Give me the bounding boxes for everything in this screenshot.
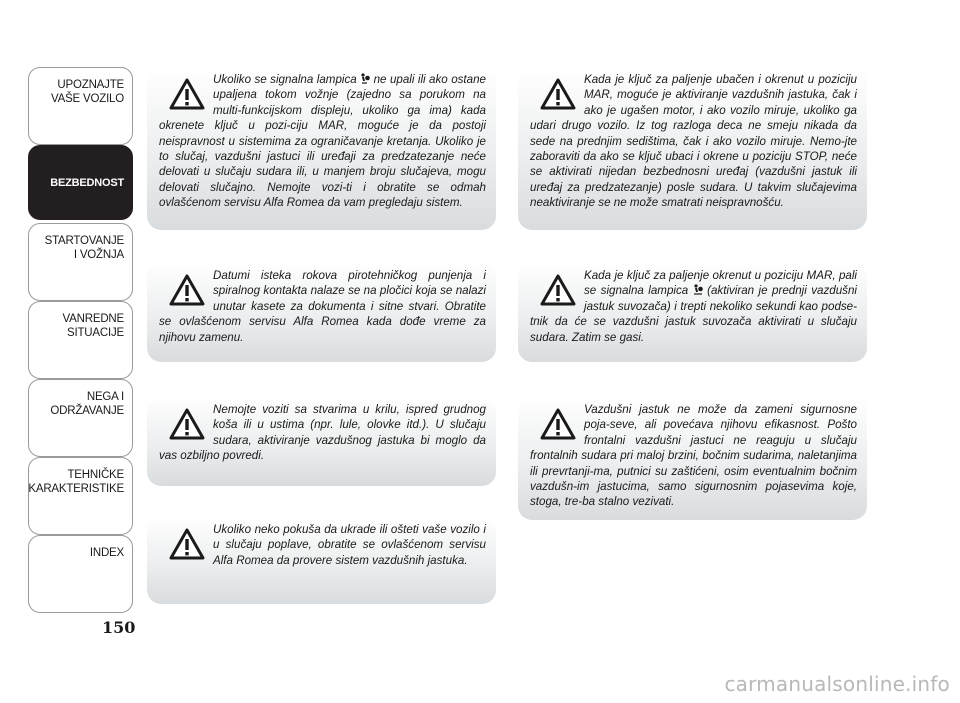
warning-text: Ukoliko neko pokuša da ukrade ili ošteti vaše vozilo i u slučaju poplave, obratite se ovlašćenom servisu Alfa Romea da provere sistem vazdušnih jastuka.	[213, 523, 486, 567]
tab-bezbednost[interactable]	[28, 145, 133, 220]
tab-label: BEZBEDNOST	[50, 176, 124, 189]
warning-triangle-icon	[169, 78, 205, 110]
tab-label: NEGA I ODRŽAVANJE	[50, 391, 124, 417]
warning-triangle-icon	[540, 274, 576, 306]
warning-box-airbag-lamp	[147, 66, 496, 230]
warning-text: Datumi isteka rokova pirotehničkog punjenja i spiralnog kontakta nalaze se na pločici koja se nalazi unutar kasete za dokumenta i sitne stvari. Obratite se ovlašćenom servisu Alfa Romea kada dođe vreme za njihovu zamenu.	[159, 269, 486, 344]
page-number: 150	[102, 618, 136, 637]
warning-text: Ukoliko se signalna lampica ne upali ili ako ostane upaljena tokom vožnje (zajedno sa porukom na multi-funkcijskom displeju, ukoliko ga ima) kada okrenete ključ u pozi-ciju MAR, moguće je da postoji neispravnost u sistemima za ograničavanje kretanja. Ukoliko je to slučaj, vazdušni jastuci ili uređaji za predzatezanje neće delovati u slučaju sudara ili, u manjem broju slučajeva, mogu delovati slučajno. Nemojte vozi-ti i obratite se odmah ovlašćenom servisu Alfa Romea da vam pregledaju sistem.	[159, 73, 487, 210]
tab-label: TEHNIČKE KARAKTERISTIKE	[28, 469, 124, 495]
warning-triangle-icon	[540, 408, 576, 440]
warning-triangle-icon	[169, 408, 205, 440]
warning-box-passenger-airbag-lamp	[518, 262, 867, 362]
warning-text: Kada je ključ za paljenje okrenut u poziciju MAR, pali se signalna lampica (aktiviran je prednji vazdušni jastuk suvozača) i trepti nekoliko sekundi kao podse-tnik da će se vazdušni jastuk suvozača aktivirati u slučaju sudara. Zatim se gasi.	[530, 269, 857, 344]
warning-box-theft-flood	[147, 516, 496, 604]
warning-triangle-icon	[169, 528, 205, 560]
warning-box-pyrotechnic-expiry	[147, 262, 496, 362]
tab-tehnicke-karakteristike[interactable]	[28, 457, 133, 535]
warning-box-airbag-seatbelt	[518, 396, 867, 520]
warning-box-objects-lap	[147, 396, 496, 486]
passenger-airbag-icon	[693, 284, 703, 295]
warning-triangle-icon	[540, 78, 576, 110]
tab-nega-i-odrzavanje[interactable]	[28, 379, 133, 457]
tab-label: VANREDNE SITUACIJE	[62, 313, 124, 339]
tab-vanredne-situacije[interactable]	[28, 301, 133, 379]
tab-upoznajte-vase-vozilo[interactable]	[28, 67, 133, 145]
warning-triangle-icon	[169, 274, 205, 306]
tab-label: UPOZNAJTE VAŠE VOZILO	[51, 79, 124, 105]
warning-text: Nemojte voziti sa stvarima u krilu, ispred grudnog koša ili u ustima (npr. lule, olovke itd.). U slučaju sudara, aktiviranje vazdušnog jastuka bi moglo da vas ozbiljno povredi.	[159, 403, 486, 463]
tab-label: STARTOVANJE I VOŽNJA	[44, 235, 124, 261]
warning-text: Vazdušni jastuk ne može da zameni sigurnosne poja-seve, ali povećava njihovu efikasnost. Pošto frontalni vazdušni jastuci ne reaguju u slučaju frontalnih sudara pri maloj brzini, bočnim sudarima, naletanjima ili prevrtanji-ma, putnici su zaštićeni, osim eventualnim bočnim vazdušn-im jastucima, samo sigurnosnim pojasevima koje, stoga, tre-ba stalno vezivati.	[530, 403, 857, 509]
tab-index[interactable]	[28, 535, 133, 613]
tab-startovanje-i-voznja[interactable]	[28, 223, 133, 301]
warning-box-key-mar-position	[518, 66, 867, 230]
watermark: carmanualsonline.info	[724, 672, 950, 696]
airbag-warning-icon	[360, 73, 370, 84]
warning-text: Kada je ključ za paljenje ubačen i okrenut u poziciju MAR, moguće je aktiviranje vazdušnih jastuka, čak i ako je ugašen motor, i ako vozilo miruje, ukoliko ga udari drugo vozilo. Iz tog razloga deca ne smeju nikada da sede na prednjim sedištima, čak i ako vozilo miruje. Nemo-jte zaboraviti da ako se ključ ubaci i okrene u poziciju STOP, neće se aktivirati nijedan bezbednosni uređaj (vazdušni jastuk ili uređaj za predzatezanje) posle sudara. U takvim slučajevima neaktiviranje se ne može smatrati neispravnošću.	[530, 73, 857, 210]
tab-label: INDEX	[89, 547, 124, 559]
